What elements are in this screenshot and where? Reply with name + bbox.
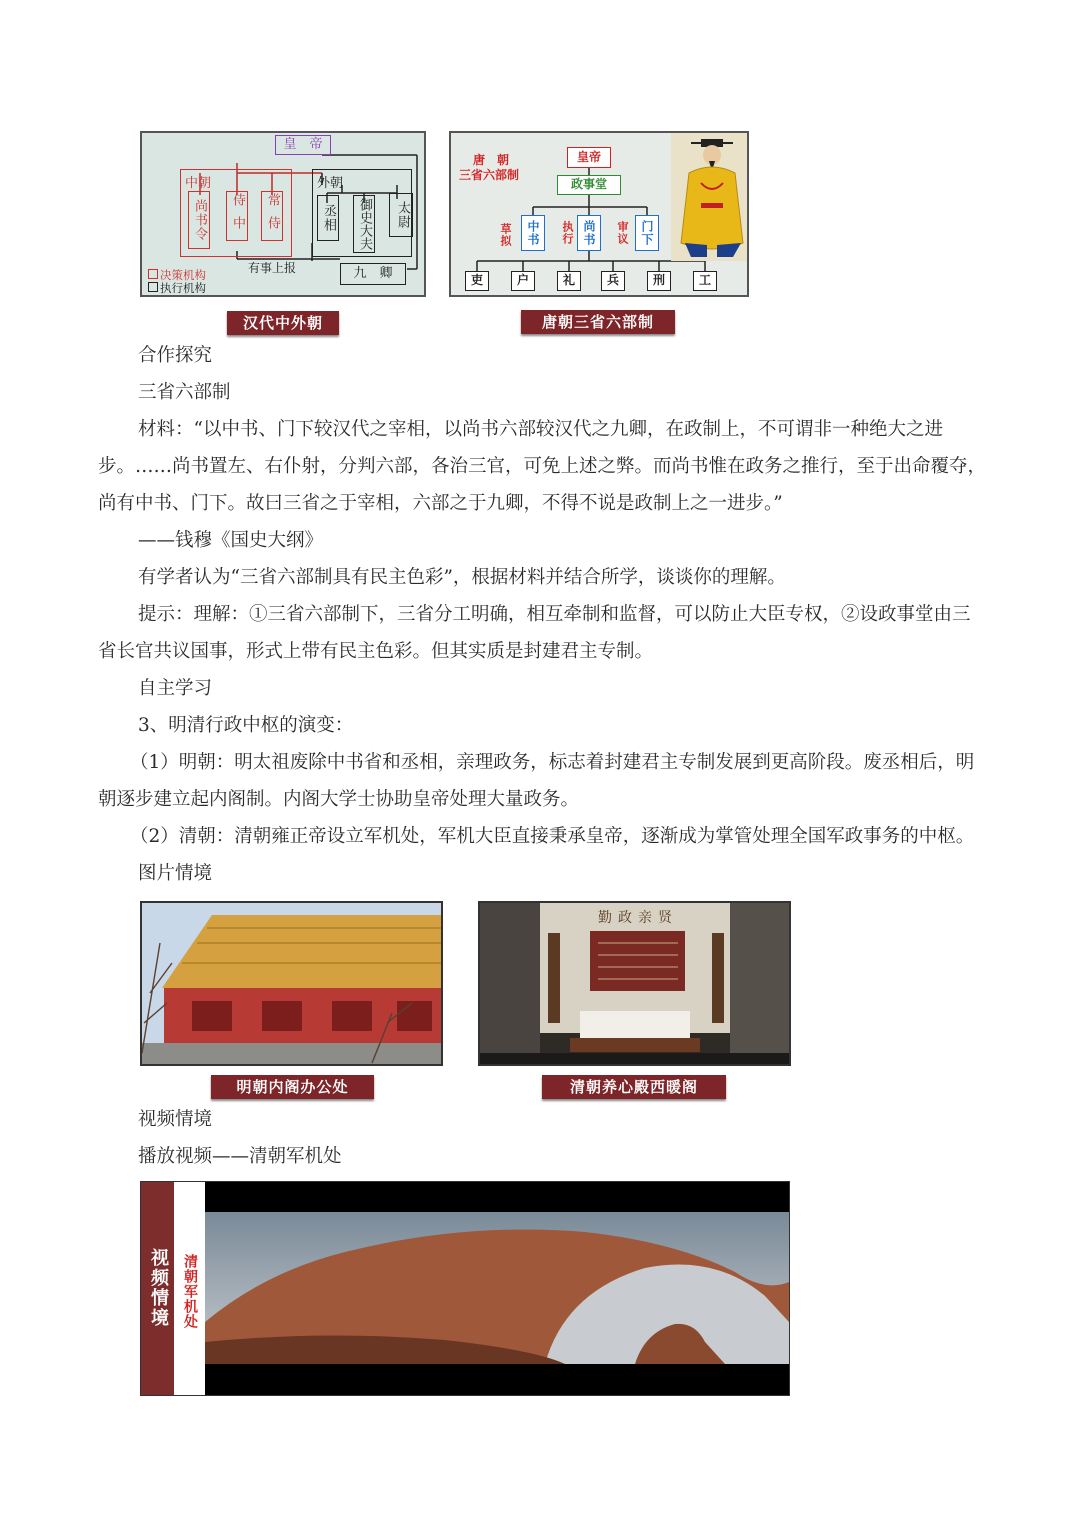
heading-cooperation: 合作探究 <box>138 345 213 366</box>
han-diagram <box>140 131 426 297</box>
tang-ministry-bing: 兵 <box>601 271 625 291</box>
han-emperor-box: 皇 帝 <box>275 135 331 155</box>
material-source: ——钱穆《国史大纲》 <box>138 530 324 551</box>
tang-emperor-portrait <box>671 133 749 261</box>
tang-function-execute: 执行 <box>561 221 574 245</box>
legend-decision-label: 决策机构 <box>160 268 206 282</box>
han-outer-court-label: 外朝 <box>317 176 344 191</box>
tang-ministry-xing: 刑 <box>647 271 671 291</box>
tang-function-review: 审议 <box>616 221 629 245</box>
qing-paragraph: （2）清朝：清朝雍正帝设立军机处，军机大臣直接秉承皇帝，逐渐成为掌管处理全国军政事务的中枢。 <box>130 826 975 847</box>
tang-dept-zhongshu: 中书 <box>521 215 545 251</box>
video-title-bar <box>174 1182 205 1395</box>
heading-self-study: 自主学习 <box>138 678 213 699</box>
video-side-label: 视频情境 <box>148 1248 169 1328</box>
han-office-changshi: 常侍 <box>261 191 283 241</box>
heading-three-departments: 三省六部制 <box>138 382 231 403</box>
qing-hall-plaque: 勤政亲贤 <box>598 910 678 926</box>
tang-dept-menxia: 门下 <box>635 215 659 251</box>
han-caption: 汉代中外朝 <box>227 311 339 335</box>
tang-council: 政事堂 <box>557 175 621 195</box>
tang-dept-shangshu: 尚书 <box>577 215 601 251</box>
tang-diagram <box>449 131 749 297</box>
discussion-question: 有学者认为“三省六部制具有民主色彩”，根据材料并结合所学，谈谈你的理解。 <box>138 567 786 588</box>
han-office-shangshuling: 尚书令 <box>188 191 210 249</box>
han-report-label: 有事上报 <box>248 261 297 275</box>
ming-cabinet-illustration <box>142 903 441 1064</box>
qing-hall-photo <box>478 901 791 1066</box>
video-side-bar <box>141 1182 174 1395</box>
han-office-taiwei: 太尉 <box>389 193 413 237</box>
tang-caption: 唐朝三省六部制 <box>521 310 675 334</box>
ming-cabinet-photo <box>140 901 443 1066</box>
han-office-shizhong: 侍中 <box>226 191 248 241</box>
han-nine-ministers: 九 卿 <box>340 263 406 285</box>
tang-emperor: 皇帝 <box>567 147 611 168</box>
tang-ministry-rites: 礼 <box>557 271 581 291</box>
legend-execution-label: 执行机构 <box>160 281 206 295</box>
tang-ministry-gong: 工 <box>693 271 717 291</box>
han-legend <box>148 269 206 295</box>
ming-paragraph: （1）明朝：明太祖废除中书省和丞相，亲理政务，标志着封建君主专制发展到更高阶段。废丞相后，明朝逐步建立起内阁制。内阁大学士协助皇帝处理大量政务。 <box>98 752 975 810</box>
play-video-line: 播放视频——清朝军机处 <box>138 1146 342 1167</box>
heading-pictures: 图片情境 <box>138 863 213 884</box>
tang-title-2: 三省六部制 <box>459 168 520 182</box>
tang-ministry-li: 吏 <box>465 271 489 291</box>
han-office-chengxiang: 丞相 <box>317 195 339 241</box>
item-three: 3、明清行政中枢的演变： <box>138 715 354 736</box>
qing-photo-caption: 清朝养心殿西暖阁 <box>542 1075 726 1099</box>
qing-hall-illustration <box>480 903 789 1064</box>
ming-photo-caption: 明朝内阁办公处 <box>211 1075 374 1099</box>
video-title: 清朝军机处 <box>182 1254 198 1329</box>
legend-execution <box>148 282 206 295</box>
han-office-yushidafu: 御史大夫 <box>353 195 375 253</box>
han-inner-court-label: 中朝 <box>185 176 212 191</box>
tang-ministry-hu: 户 <box>511 271 535 291</box>
video-frame[interactable] <box>205 1212 789 1364</box>
tang-function-draft: 草拟 <box>499 223 512 247</box>
heading-video: 视频情境 <box>138 1109 213 1130</box>
material-paragraph: 材料：“以中书、门下较汉代之宰相，以尚书六部较汉代之九卿，在政制上，不可谓非一种绝大之进步。……尚书置左、右仆射，分判六部，各治三官，可免上述之弊。而尚书惟在政务之推行，至于出命覆夺，尚有中书、门下。故曰三省之于宰相，六部之于九卿，不得不说是政制上之一进步。” <box>98 419 987 514</box>
tang-title-1: 唐 朝 <box>473 153 510 167</box>
video-player[interactable] <box>140 1181 790 1396</box>
answer-hint: 提示：理解：①三省六部制下，三省分工明确，相互牵制和监督，可以防止大臣专权，②设政事堂由三省长官共议国事，形式上带有民主色彩。但其实质是封建君主专制。 <box>98 604 971 662</box>
